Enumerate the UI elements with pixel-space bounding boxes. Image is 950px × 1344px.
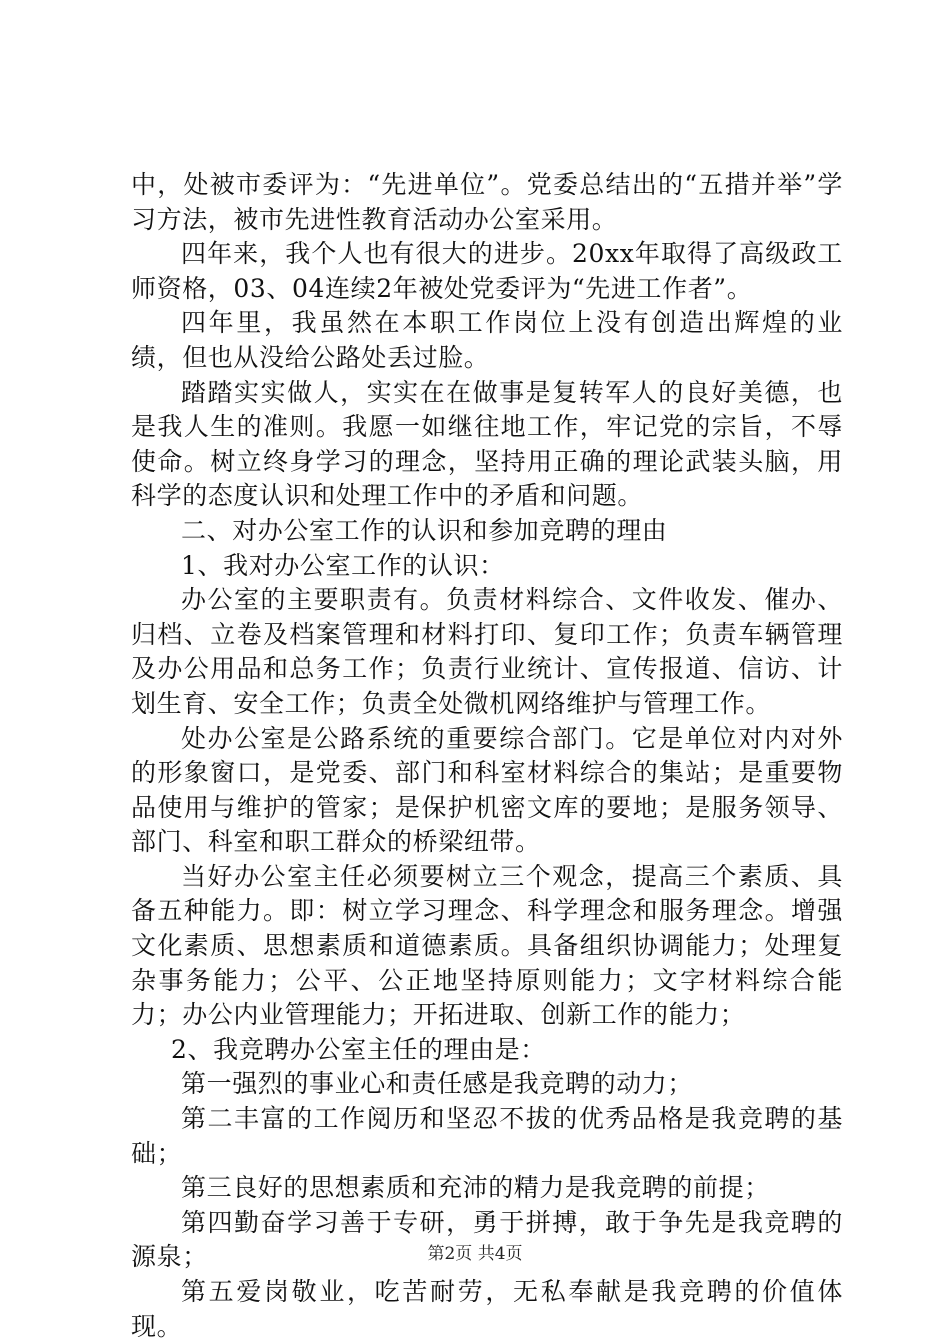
paragraph-1: 中，处被市委评为：“先进单位”。党委总结出的“五措并举”学习方法，被市先进性教育活动办公室采用。 [131,170,843,234]
page-footer [0,1243,950,1265]
subsection-heading-2: 2、我竞聘办公室主任的理由是： [171,1034,546,1064]
reason-2: 第二丰富的工作阅历和坚忍不拔的优秀品格是我竞聘的基础； [131,1104,843,1168]
page-number-label: 第2页 共4页 [427,1244,523,1264]
paragraph-duties: 办公室的主要职责有。负责材料综合、文件收发、催办、归档、立卷及档案管理和材料打印、复印工作；负责车辆管理及办公用品和总务工作；负责行业统计、宣传报道、信访、计划生育、安全工作；负责全处微机网络维护与管理工作。 [131,585,843,718]
paragraph-3: 四年里，我虽然在本职工作岗位上没有创造出辉煌的业绩，但也从没给公路处丢过脸。 [131,308,843,372]
paragraph-office-role: 处办公室是公路系统的重要综合部门。它是单位对内对外的形象窗口，是党委、部门和科室材料综合的集站；是重要物品使用与维护的管家；是保护机密文库的要地；是服务领导、部门、科室和职工群众的桥梁纽带。 [131,723,843,857]
paragraph-director-requirements: 当好办公室主任必须要树立三个观念，提高三个素质、具备五种能力。即：树立学习理念、科学理念和服务理念。增强文化素质、思想素质和道德素质。具备组织协调能力；处理复杂事务能力；公平、公正地坚持原则能力；文字材料综合能力；办公内业管理能力；开拓进取、创新工作的能力； [131,861,843,1030]
paragraph-2: 四年来，我个人也有很大的进步。20xx年取得了高级政工师资格，03、04连续2年被处党委评为“先进工作者”。 [131,239,843,303]
reason-4: 第四勤奋学习善于专研，勇于拼搏，敢于争先是我竞聘的源泉； [131,1207,843,1272]
section-heading-2: 二、对办公室工作的认识和参加竞聘的理由 [181,515,668,545]
paragraph-4: 踏踏实实做人，实实在在做事是复转军人的良好美德，也是我人生的准则。我愿一如继往地工作，牢记党的宗旨，不辱使命。树立终身学习的理念，坚持用正确的理论武装头脑，用科学的态度认识和处理工作中的矛盾和问题。 [131,377,843,511]
subsection-heading-1: 1、我对办公室工作的认识： [181,550,505,580]
reason-1: 第一强烈的事业心和责任感是我竞聘的动力； [181,1069,694,1099]
document-body [131,168,843,1344]
reason-3: 第三良好的思想素质和充沛的精力是我竞聘的前提； [181,1173,770,1203]
reason-5: 第五爱岗敬业，吃苦耐劳，无私奉献是我竞聘的价值体现。 [131,1277,843,1341]
